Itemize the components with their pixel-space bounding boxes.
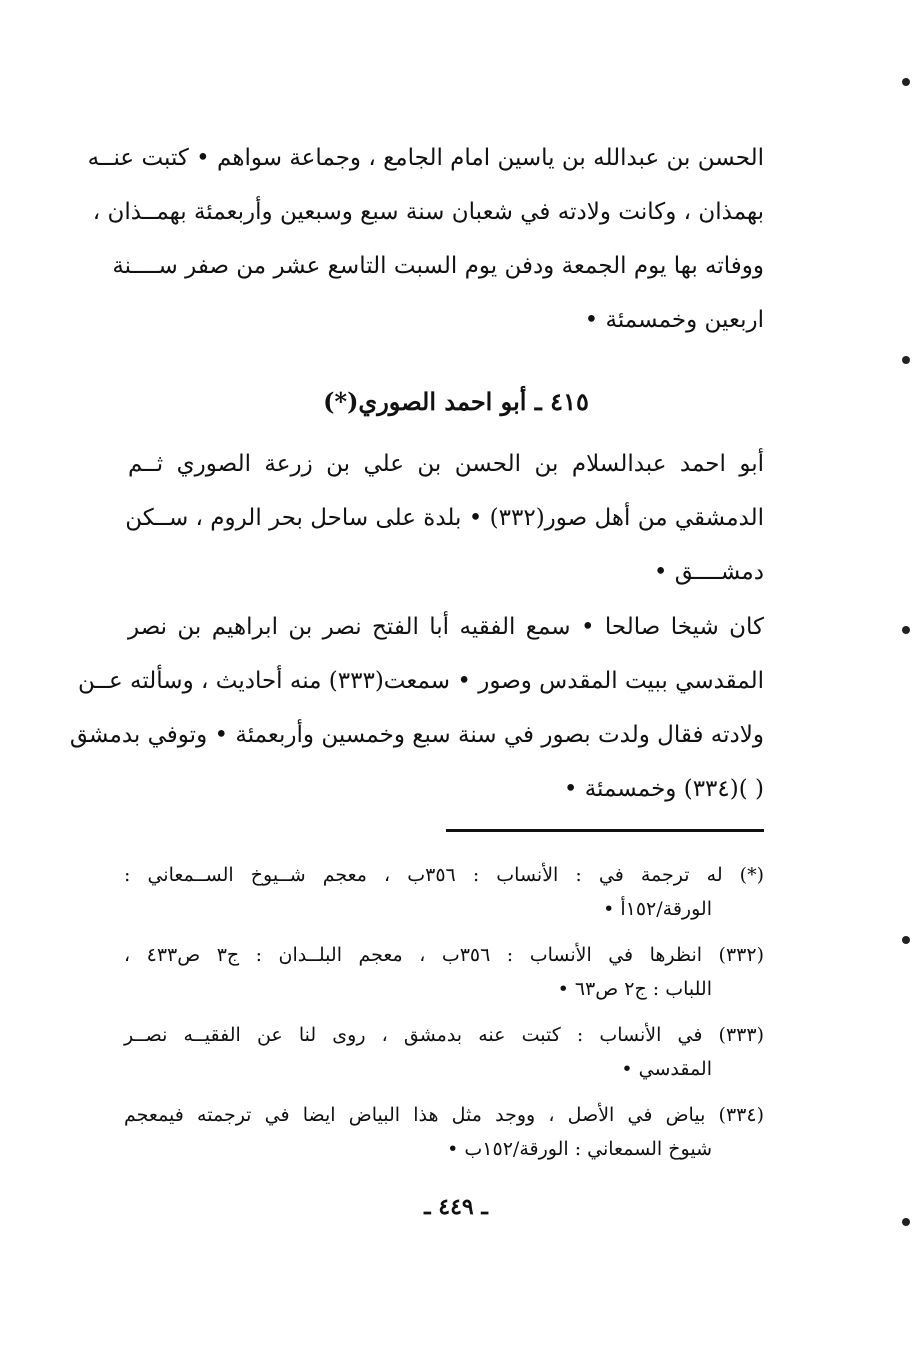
entry-heading: ٤١٥ ـ أبو احمد الصوري(*) xyxy=(323,387,589,416)
text-line: كان شيخا صالحا • سمع الفقيه أبا الفتح نصر بن ابراهيم بن نصر xyxy=(128,614,764,640)
text-line: ( )(٣٣٤) وخمسمئة • xyxy=(563,776,764,802)
footnote xyxy=(124,1098,764,1166)
scan-dot xyxy=(902,78,910,86)
footnote-line: الورقة/١٥٢أ • xyxy=(603,898,712,920)
text-line: دمشــــق • xyxy=(653,559,764,585)
scan-dot xyxy=(902,626,910,634)
footnote xyxy=(124,1018,764,1086)
text-line: ولادته فقال ولدت بصور في سنة سبع وخمسين وأربعمئة • وتوفي بدمشق xyxy=(69,722,764,748)
footnote-line: (٣٣٤) بياض في الأصل ، ووجد مثل هذا البياض ايضا في ترجمته فيمعجم xyxy=(124,1104,764,1126)
footnote-line: المقدسي • xyxy=(621,1058,712,1080)
text-line: الحسن بن عبدالله بن ياسين امام الجامع ، وجماعة سواهم • كتبت عنــه xyxy=(87,145,764,171)
text-line: الدمشقي من أهل صور(٣٣٢) • بلدة على ساحل بحر الروم ، ســكن xyxy=(125,505,764,531)
scan-dot xyxy=(902,356,910,364)
footnotes xyxy=(124,858,764,1178)
footnote-line: اللباب : ج٢ ص٦٣ • xyxy=(557,978,712,1000)
footnote-line: (*) له ترجمة في : الأنساب : ٣٥٦ب ، معجم شــيوخ الســمعاني : xyxy=(124,864,765,886)
footnote-rule xyxy=(446,829,764,832)
paragraph-continuation xyxy=(87,131,764,347)
text-line: المقدسي ببيت المقدس وصور • سمعت(٣٣٣) منه أحاديث ، وسألته عــن xyxy=(78,668,764,694)
text-line: ووفاته بها يوم الجمعة ودفن يوم السبت التاسع عشر من صفر ســــنة xyxy=(112,253,764,279)
footnote-line: (٣٣٣) في الأنساب : كتبت عنه بدمشق ، روى لنا عن الفقيــه نصــر xyxy=(124,1024,764,1046)
footnote-line: (٣٣٢) انظرها في الأنساب : ٣٥٦ب ، معجم البلــدان : ج٣ ص٤٣٣ ، xyxy=(124,944,764,966)
footnote xyxy=(124,858,764,926)
text-line: أبو احمد عبدالسلام بن الحسن بن علي بن زرعة الصوري ثــم xyxy=(128,451,764,477)
scan-dot xyxy=(902,936,910,944)
page-number: ـ ٤٤٩ ـ xyxy=(424,1194,488,1220)
footnote xyxy=(124,938,764,1006)
paragraph-biography xyxy=(125,437,764,599)
scan-dot xyxy=(902,1218,910,1226)
text-line: اربعين وخمسمئة • xyxy=(584,307,764,333)
text-line: بهمذان ، وكانت ولادته في شعبان سنة سبع وسبعين وأربعمئة بهمــذان ، xyxy=(92,199,764,225)
footnote-line: شيوخ السمعاني : الورقة/١٥٢ب • xyxy=(447,1138,712,1160)
paragraph-description xyxy=(69,600,764,816)
